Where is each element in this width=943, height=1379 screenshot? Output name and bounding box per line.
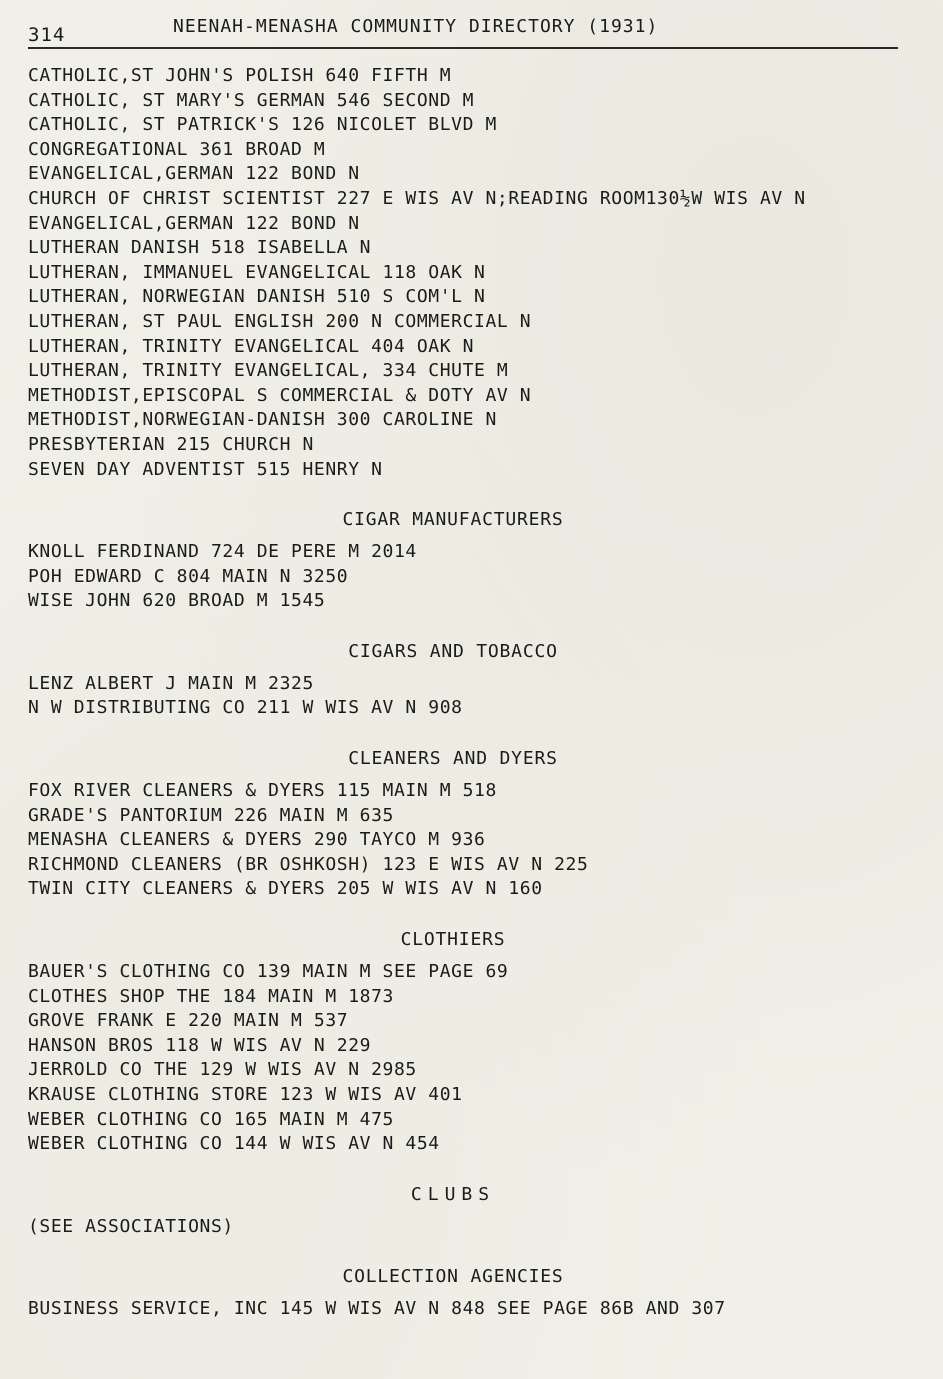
- list-item: LUTHERAN, ST PAUL ENGLISH 200 N COMMERCIAL N: [28, 310, 532, 332]
- list-item: TWIN CITY CLEANERS & DYERS 205 W WIS AV N 160: [28, 878, 543, 900]
- list-item: JERROLD CO THE 129 W WIS AV N 2985: [28, 1059, 417, 1081]
- list-item: LUTHERAN, TRINITY EVANGELICAL, 334 CHUTE M: [28, 360, 509, 382]
- section-heading: COLLECTION AGENCIES: [342, 1266, 564, 1288]
- section-churches: [28, 64, 933, 482]
- page-header: [28, 14, 898, 48]
- list-item: HANSON BROS 118 W WIS AV N 229: [28, 1034, 372, 1056]
- list-item: CLOTHES SHOP THE 184 MAIN M 1873: [28, 985, 394, 1007]
- list-item: METHODIST,EPISCOPAL S COMMERCIAL & DOTY AV N: [28, 384, 532, 406]
- list-item: N W DISTRIBUTING CO 211 W WIS AV N 908: [28, 697, 463, 719]
- list-item: MENASHA CLEANERS & DYERS 290 TAYCO M 936: [28, 829, 486, 851]
- list-item: POH EDWARD C 804 MAIN N 3250: [28, 565, 349, 587]
- list-item: EVANGELICAL,GERMAN 122 BOND N: [28, 163, 360, 185]
- list-item: CHURCH OF CHRIST SCIENTIST 227 E WIS AV N;READING ROOM130½W WIS AV N: [28, 187, 806, 209]
- list-item: BAUER'S CLOTHING CO 139 MAIN M SEE PAGE 69: [28, 961, 509, 983]
- section-clubs: [28, 1183, 933, 1240]
- list-item: CATHOLIC, ST MARY'S GERMAN 546 SECOND M: [28, 89, 475, 111]
- list-item: GROVE FRANK E 220 MAIN M 537: [28, 1010, 349, 1032]
- list-item: LUTHERAN DANISH 518 ISABELLA N: [28, 237, 372, 259]
- list-item: (SEE ASSOCIATIONS): [28, 1215, 234, 1237]
- list-item: LUTHERAN, IMMANUEL EVANGELICAL 118 OAK N: [28, 261, 486, 283]
- list-item: BUSINESS SERVICE, INC 145 W WIS AV N 848 SEE PAGE 86B AND 307: [28, 1298, 726, 1320]
- list-item: PRESBYTERIAN 215 CHURCH N: [28, 433, 314, 455]
- list-item: GRADE'S PANTORIUM 226 MAIN M 635: [28, 804, 394, 826]
- list-item: WISE JOHN 620 BROAD M 1545: [28, 590, 326, 612]
- list-item: EVANGELICAL,GERMAN 122 BOND N: [28, 212, 360, 234]
- section-cigar-manufacturers: [28, 508, 933, 614]
- list-item: FOX RIVER CLEANERS & DYERS 115 MAIN M 518: [28, 780, 497, 802]
- running-title: NEENAH-MENASHA COMMUNITY DIRECTORY (1931): [173, 16, 659, 37]
- list-item: RICHMOND CLEANERS (BR OSHKOSH) 123 E WIS AV N 225: [28, 853, 589, 875]
- section-cleaners-and-dyers: [28, 747, 933, 902]
- list-item: KNOLL FERDINAND 724 DE PERE M 2014: [28, 541, 417, 563]
- section-heading: CLEANERS AND DYERS: [348, 748, 558, 770]
- section-heading: CIGARS AND TOBACCO: [348, 640, 558, 662]
- header-rule: [28, 47, 898, 49]
- list-item: LENZ ALBERT J MAIN M 2325: [28, 672, 314, 694]
- directory-listing: [28, 64, 933, 1322]
- list-item: LUTHERAN, TRINITY EVANGELICAL 404 OAK N: [28, 335, 475, 357]
- section-cigars-and-tobacco: [28, 640, 933, 721]
- section-heading: CLUBS: [410, 1183, 496, 1205]
- section-heading: CLOTHIERS: [400, 929, 506, 951]
- list-item: CATHOLIC,ST JOHN'S POLISH 640 FIFTH M: [28, 65, 452, 86]
- list-item: METHODIST,NORWEGIAN-DANISH 300 CAROLINE N: [28, 409, 497, 431]
- section-collection-agencies: [28, 1265, 933, 1322]
- list-item: KRAUSE CLOTHING STORE 123 W WIS AV 401: [28, 1084, 463, 1105]
- list-item: LUTHERAN, NORWEGIAN DANISH 510 S COM'L N: [28, 286, 486, 308]
- list-item: CONGREGATIONAL 361 BROAD M: [28, 138, 326, 160]
- list-item: WEBER CLOTHING CO 144 W WIS AV N 454: [28, 1133, 440, 1155]
- page-number: 314: [28, 24, 66, 46]
- section-clothiers: [28, 928, 933, 1157]
- list-item: WEBER CLOTHING CO 165 MAIN M 475: [28, 1108, 394, 1130]
- section-heading: CIGAR MANUFACTURERS: [342, 509, 564, 531]
- list-item: SEVEN DAY ADVENTIST 515 HENRY N: [28, 458, 383, 480]
- list-item: CATHOLIC, ST PATRICK'S 126 NICOLET BLVD M: [28, 114, 497, 136]
